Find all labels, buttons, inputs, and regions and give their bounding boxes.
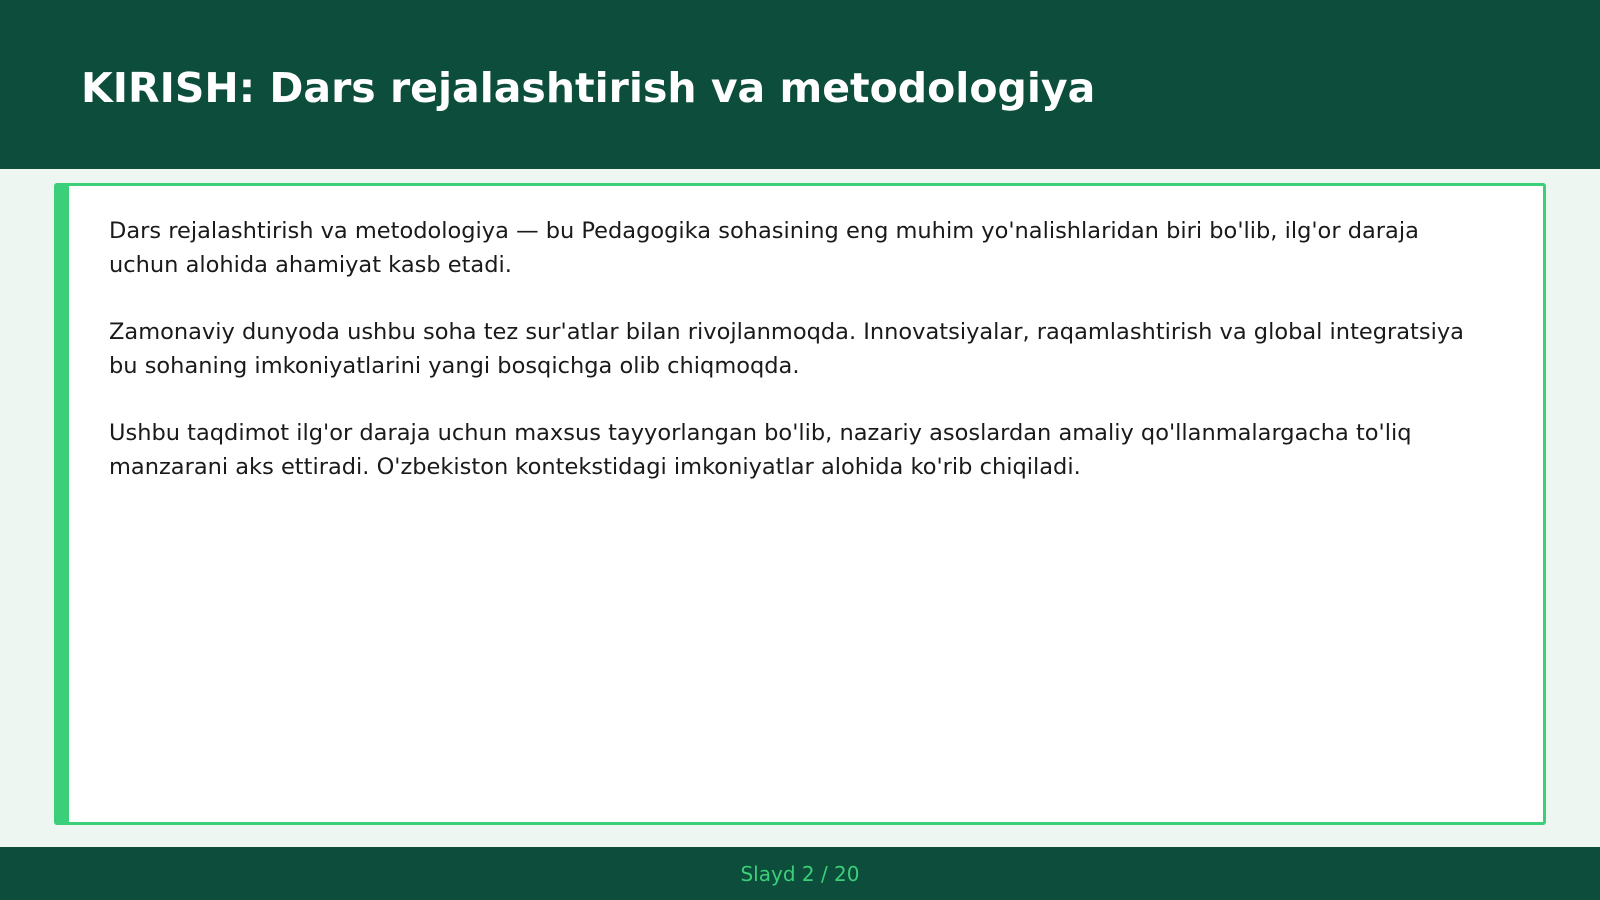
slide-counter: Slayd 2 / 20: [740, 862, 860, 886]
content-body: [109, 214, 1489, 517]
content-paragraph-1: Dars rejalashtirish va metodologiya — bu Pedagogika sohasining eng muhim yo'nalishlaridan biri bo'lib, ilg'or daraja uchun alohida ahamiyat kasb etadi.: [109, 218, 1419, 278]
slide-footer: [0, 847, 1600, 900]
content-paragraph-3: Ushbu taqdimot ilg'or daraja uchun maxsus tayyorlangan bo'lib, nazariy asoslardan amaliy qo'llanmalargacha to'liq manzarani aks ettiradi. O'zbekiston kontekstidagi imkoniyatlar alohida ko'rib chiqiladi.: [109, 420, 1412, 480]
slide-header: [0, 0, 1600, 169]
content-paragraph-2: Zamonaviy dunyoda ushbu soha tez sur'atlar bilan rivojlanmoqda. Innovatsiyalar, raqamlashtirish va global integratsiya bu sohaning imkoniyatlarini yangi bosqichga olib chiqmoqda.: [109, 319, 1464, 379]
slide-title: KIRISH: Dars rejalashtirish va metodologiya: [81, 64, 1096, 112]
content-panel: [54, 183, 1546, 825]
